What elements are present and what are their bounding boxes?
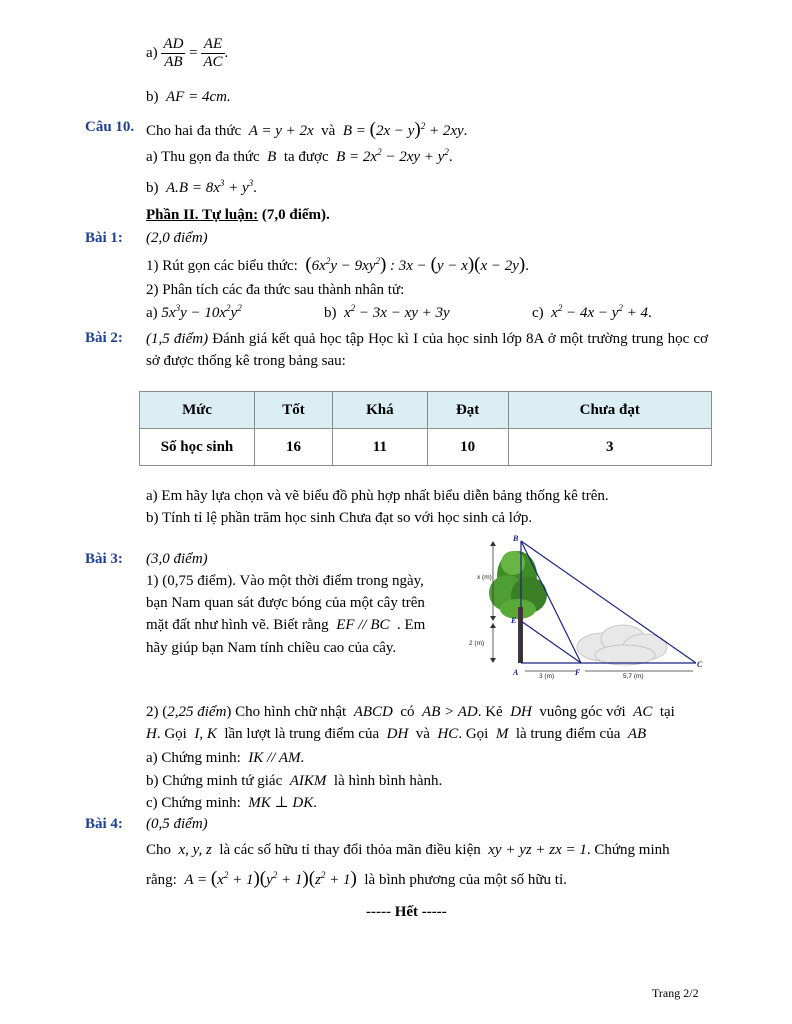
af-length-label: 3 (m) [539, 673, 555, 680]
bai2-qa: a) Em hãy lựa chọn và vẽ biểu đồ phù hợp nhất biểu diễn bảng thống kê trên. [146, 488, 609, 504]
bai3-p2-line1: 2) (2,25 điểm) Cho hình chữ nhật ABCD có AB > AD. Kẻ DH vuông góc với AC tại [146, 704, 675, 720]
table-cell: Số học sinh [140, 429, 255, 466]
point-e-label: E [511, 616, 517, 625]
x-height-label: x (m) [477, 574, 492, 581]
end-marker: ----- Hết ----- [366, 904, 447, 920]
bai2-qb: b) Tính tỉ lệ phần trăm học sinh Chưa đạt so với học sinh cả lớp. [146, 510, 533, 526]
table-cell: 10 [427, 429, 508, 466]
two-m-label: 2 (m) [469, 640, 485, 647]
cau10-b: b) $A.B = 8x^3 + y^3$. [146, 178, 257, 196]
bai1-q2c: c) $x^2 - 4x - y^2 + 4$. [532, 303, 652, 321]
af-equation: AF = 4cm. [166, 89, 231, 105]
point-f-label: F [575, 668, 581, 677]
bai4-label: Bài 4: [85, 816, 123, 832]
bai1-q2a: a) $5x^3y - 10x^2y^2$ [146, 303, 242, 321]
bai1-label: Bài 1: [85, 230, 123, 246]
cau10-intro: Cho hai đa thức A = y + 2x và $B = (2x - y)^2 + 2xy$. [146, 119, 468, 140]
bai3-p1-line1: 1) (0,75 điểm). Vào một thời điểm trong ngày, [146, 573, 424, 589]
bai4-line1: Cho x, y, z là các số hữu tỉ thay đổi thỏa mãn điều kiện xy + yz + zx = 1. Chứng minh [146, 842, 670, 858]
stats-table [139, 391, 712, 466]
item-a: a) $\frac{AD}{AB}$ = $\frac{AE}{AC}$ . [146, 36, 229, 70]
bai1-q2: 2) Phân tích các đa thức sau thành nhân tử: [146, 282, 405, 298]
point-a-label: A [513, 668, 519, 677]
table-cell: 11 [333, 429, 428, 466]
fraction-ad-ab: $\frac{AD}{AB}$ [163, 36, 184, 70]
bai3-qb: b) Chứng minh tứ giác AIKM là hình bình hành. [146, 773, 443, 789]
fraction-ae-ac: $\frac{AE}{AC}$ [203, 36, 223, 70]
bai4-points: (0,5 điểm) [146, 816, 208, 832]
bai1-points: (2,0 điểm) [146, 230, 208, 246]
bai3-p2-line2: H. Gọi I, K lần lượt là trung điểm của DH và HC. Gọi M là trung điểm của AB [146, 726, 647, 742]
table-header: Tốt [255, 392, 333, 429]
table-header: Đạt [427, 392, 508, 429]
bai1-q2b: b) $x^2 - 3x$ − xy + 3y [324, 303, 450, 321]
bai3-p1-line4: hãy giúp bạn Nam tính chiều cao của cây. [146, 640, 397, 656]
bai1-q1: 1) Rút gọn các biểu thức: $(6x^2y - 9xy^2)$ : 3x − (y − x)(x − 2y). [146, 254, 529, 275]
bai3-label: Bài 3: [85, 551, 123, 567]
table-cell: 3 [508, 429, 712, 466]
table-cell: 16 [255, 429, 333, 466]
cau10-a: a) Thu gọn đa thức B ta được $B = 2x^2 - 2xy + y^2$. [146, 147, 453, 165]
cau10-label: Câu 10. [85, 119, 135, 135]
bai2-text: (1,5 điểm) Đánh giá kết quả học tập Học kì I của học sinh lớp 8A ở một trường trung học cơ sở được thống kê trong bảng sau: [146, 331, 709, 369]
bai3-p1-line3: mặt đất như hình vẽ. Biết rằng EF // BC . Em [146, 617, 426, 633]
cloud-shape [577, 625, 667, 665]
table-row [140, 429, 712, 466]
bai3-points: (3,0 điểm) [146, 551, 208, 567]
item-b: b) AF = 4cm. [146, 89, 231, 105]
table-header: Khá [333, 392, 428, 429]
point-b-label: B [513, 535, 519, 543]
table-header: Mức [140, 392, 255, 429]
table-header-row [140, 392, 712, 429]
bai3-p1-line2: bạn Nam quan sát được bóng của một cây trên [146, 595, 425, 611]
fc-length-label: 5,7 (m) [623, 673, 644, 680]
tree-shadow-figure [463, 535, 713, 680]
part2-heading: Phần II. Tự luận: (7,0 điểm). [146, 207, 330, 223]
point-c-label: C [697, 660, 703, 669]
page-number: Trang 2/2 [652, 986, 699, 1000]
bai3-qa: a) Chứng minh: IK // AM. [146, 750, 305, 766]
bai4-line2: rằng: $A = (x^2 + 1)(y^2 + 1)(z^2 + 1)$ là bình phương của một số hữu tỉ. [146, 868, 567, 889]
bai2-label: Bài 2: [85, 330, 123, 346]
table-header: Chưa đạt [508, 392, 712, 429]
bai3-qc: c) Chứng minh: MK ⊥ DK. [146, 795, 317, 811]
